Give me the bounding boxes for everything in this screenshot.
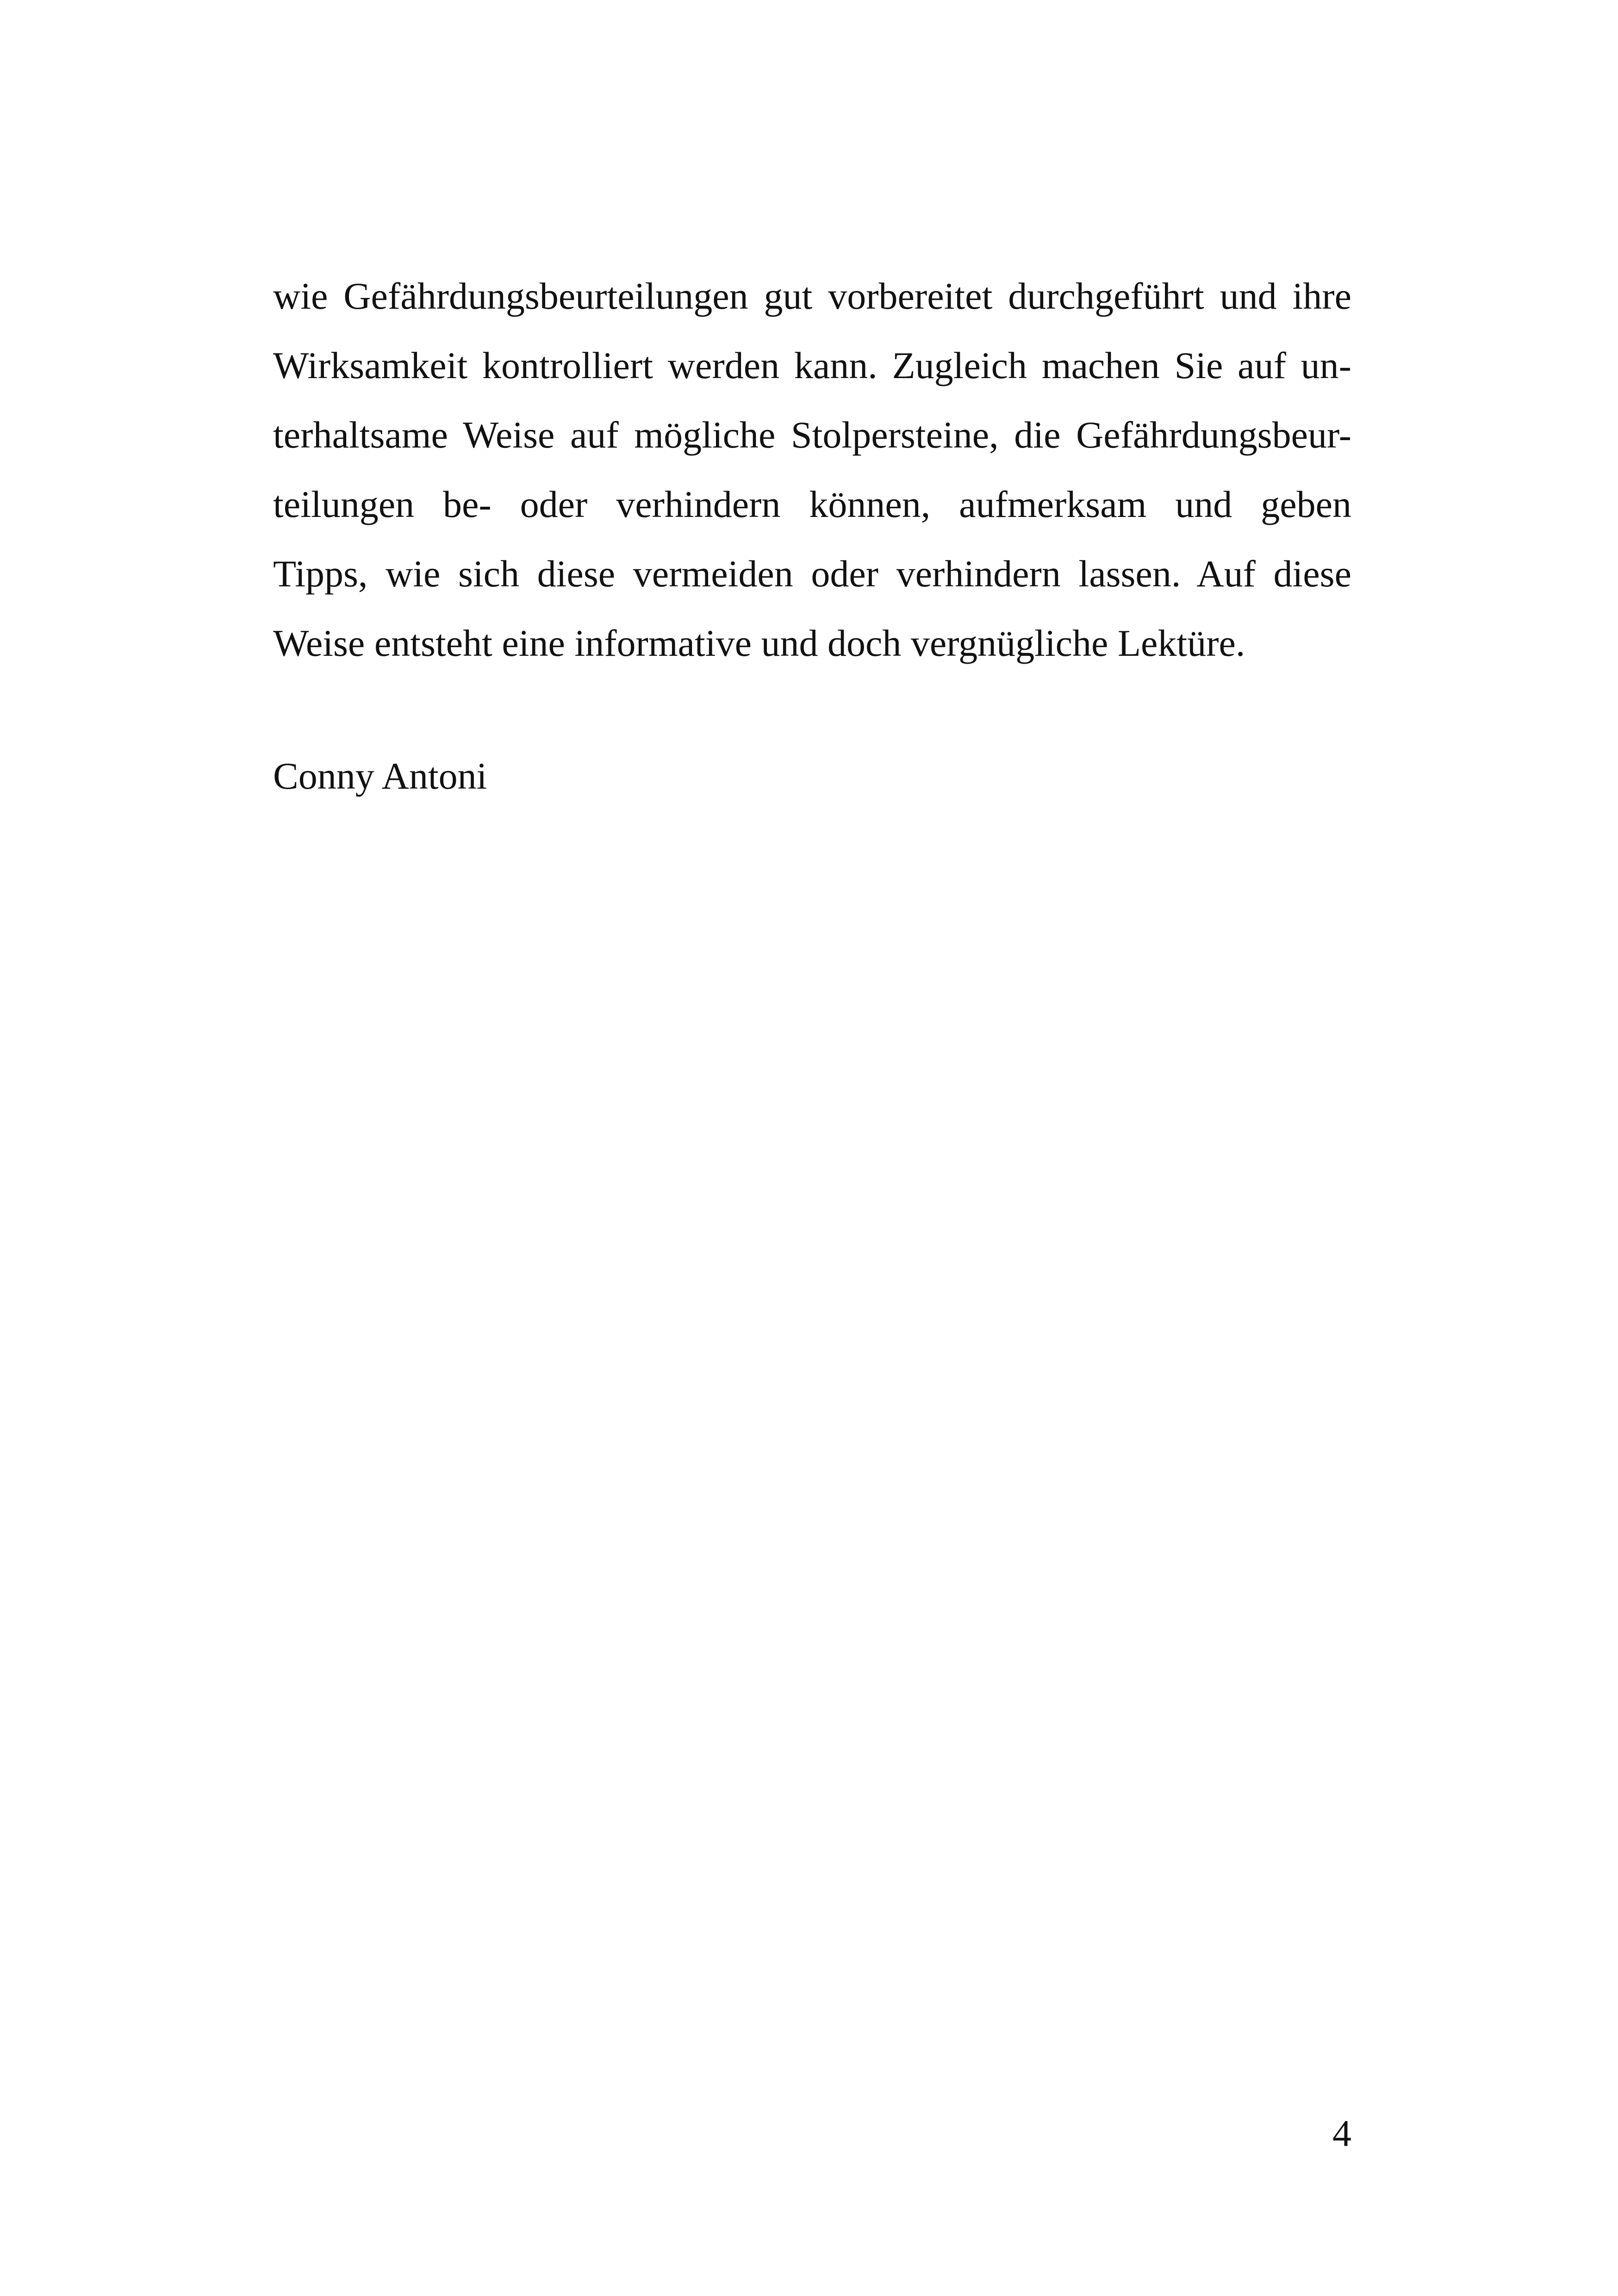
paragraph-line: teilungen be- oder verhindern können, aufmerksam und geben	[273, 483, 1351, 525]
page-number: 4	[1332, 2112, 1351, 2154]
body-paragraph	[273, 261, 1351, 678]
paragraph-line: Wirksamkeit kontrolliert werden kann. Zugleich machen Sie auf un-	[273, 344, 1351, 386]
author-signature: Conny Antoni	[273, 755, 487, 797]
paragraph-line: wie Gefährdungsbeurteilungen gut vorbereitet durchgeführt und ihre	[273, 275, 1351, 317]
paragraph-line: Weise entsteht eine informative und doch vergnügliche Lektüre.	[273, 622, 1245, 664]
paragraph-line: terhaltsame Weise auf mögliche Stolpersteine, die Gefährdungsbeur-	[273, 414, 1351, 456]
paragraph-line: Tipps, wie sich diese vermeiden oder verhindern lassen. Auf diese	[273, 553, 1351, 595]
